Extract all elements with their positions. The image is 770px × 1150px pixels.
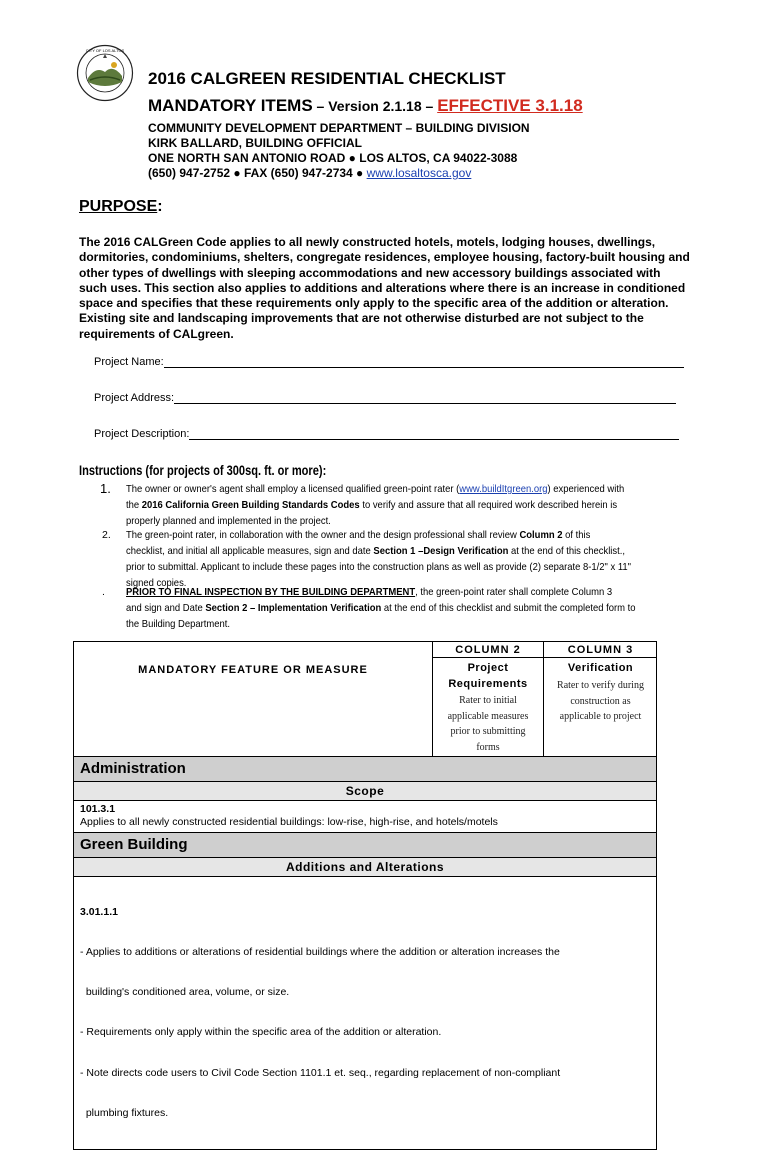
office-address: ONE NORTH SAN ANTONIO ROAD ● LOS ALTOS, CA 94022-3088 <box>148 151 518 165</box>
instruction-item-2: 2. The green-point rater, in collaboration with the owner and the design professional shall review Column 2 of this checklist, and initial all applicable measures, sign and date Section 1 –Design Verification at the end of this checklist., prior to submittal. Applicant to include these pages into the construction plans as well as provide (2) separate 8-1/2" x 11" signed copies. <box>102 529 632 589</box>
project-description-field[interactable] <box>94 428 679 440</box>
instructions-heading: Instructions (for projects of 300sq. ft. or more): <box>79 463 327 478</box>
table-row: 101.3.1 Applies to all newly constructed residential buildings: low-rise, high-rise, and hotels/motels <box>74 801 656 833</box>
instruction-item-3: . PRIOR TO FINAL INSPECTION BY THE BUILDING DEPARTMENT, the green-point rater shall complete Column 3 and sign and Date Section 2 – Implementation Verification at the end of this checklist and submit the completed form to the Building Department. <box>102 586 636 630</box>
section-green-building: Green Building <box>74 833 656 858</box>
builditgreen-link[interactable]: www.buildItgreen.org <box>459 483 548 495</box>
document-title: 2016 CALGREEN RESIDENTIAL CHECKLIST <box>148 69 506 88</box>
building-official: KIRK BALLARD, BUILDING OFFICIAL <box>148 136 362 150</box>
purpose-text: The 2016 CALGreen Code applies to all newly constructed hotels, motels, lodging houses, dwellings, dormitories, condominiums, shelters, congregate residences, employee housing, factory-built housing and other types of dwellings with sleeping accommodations and new accessory buildings associated with such uses. This section also applies to additions and alterations where there is an increase in conditioned space and specifies that these requirements only apply to the specific area of the addition or alteration. Existing site and landscaping improvements that are not otherwise disturbed are not subject to the requirements of CALgreen. <box>79 235 690 341</box>
table-header <box>74 642 656 757</box>
feature-column-header: MANDATORY FEATURE OR MEASURE <box>138 664 368 676</box>
project-name-label: Project Name: <box>94 356 164 368</box>
subsection-additions-alterations: Additions and Alterations <box>74 858 656 877</box>
svg-text:CITY OF LOS ALTOS: CITY OF LOS ALTOS <box>85 48 125 53</box>
website-link[interactable]: www.losaltosca.gov <box>366 166 472 180</box>
subsection-scope: Scope <box>74 782 656 801</box>
purpose-heading: PURPOSE: <box>79 198 163 215</box>
mandatory-items-label: MANDATORY ITEMS <box>148 96 313 115</box>
project-address-field[interactable] <box>94 392 676 404</box>
column-2-header: COLUMN 2 Project Requirements Rater to initial applicable measures prior to submitting forms <box>433 642 544 756</box>
phone-fax: (650) 947-2752 ● FAX (650) 947-2734 ● <box>148 166 367 180</box>
instruction-item-1: 1. The owner or owner's agent shall employ a licensed qualified green-point rater (www.buildItgreen.org) experienced with the 2016 California Green Building Standards Codes to verify and assure that all required work described herein is properly planned and implemented in the project. <box>100 481 625 527</box>
contact-line <box>148 166 471 181</box>
checklist-table <box>73 641 657 1150</box>
department-name: COMMUNITY DEVELOPMENT DEPARTMENT – BUILDING DIVISION <box>148 121 530 135</box>
table-row: 3.01.1.1 - Applies to additions or alterations of residential buildings where the addition or alteration increases the building's conditioned area, volume, or size. - Requirements only apply within the specific area of the addition or alteration. - Note directs code users to Civil Code Section 1101.1 et. seq., regarding replacement of non-compliant plumbing fixtures. <box>80 905 561 1119</box>
city-seal-logo <box>76 44 134 102</box>
project-name-field[interactable] <box>94 356 684 368</box>
column-3-header: COLUMN 3 Verification Rater to verify during construction as applicable to project <box>544 642 657 756</box>
section-administration: Administration <box>74 757 656 782</box>
effective-date: EFFECTIVE 3.1.18 <box>437 96 583 115</box>
project-description-label: Project Description: <box>94 428 190 440</box>
project-address-label: Project Address: <box>94 392 175 404</box>
document-subtitle <box>148 96 583 116</box>
version-label: – Version 2.1.18 – <box>312 98 438 114</box>
